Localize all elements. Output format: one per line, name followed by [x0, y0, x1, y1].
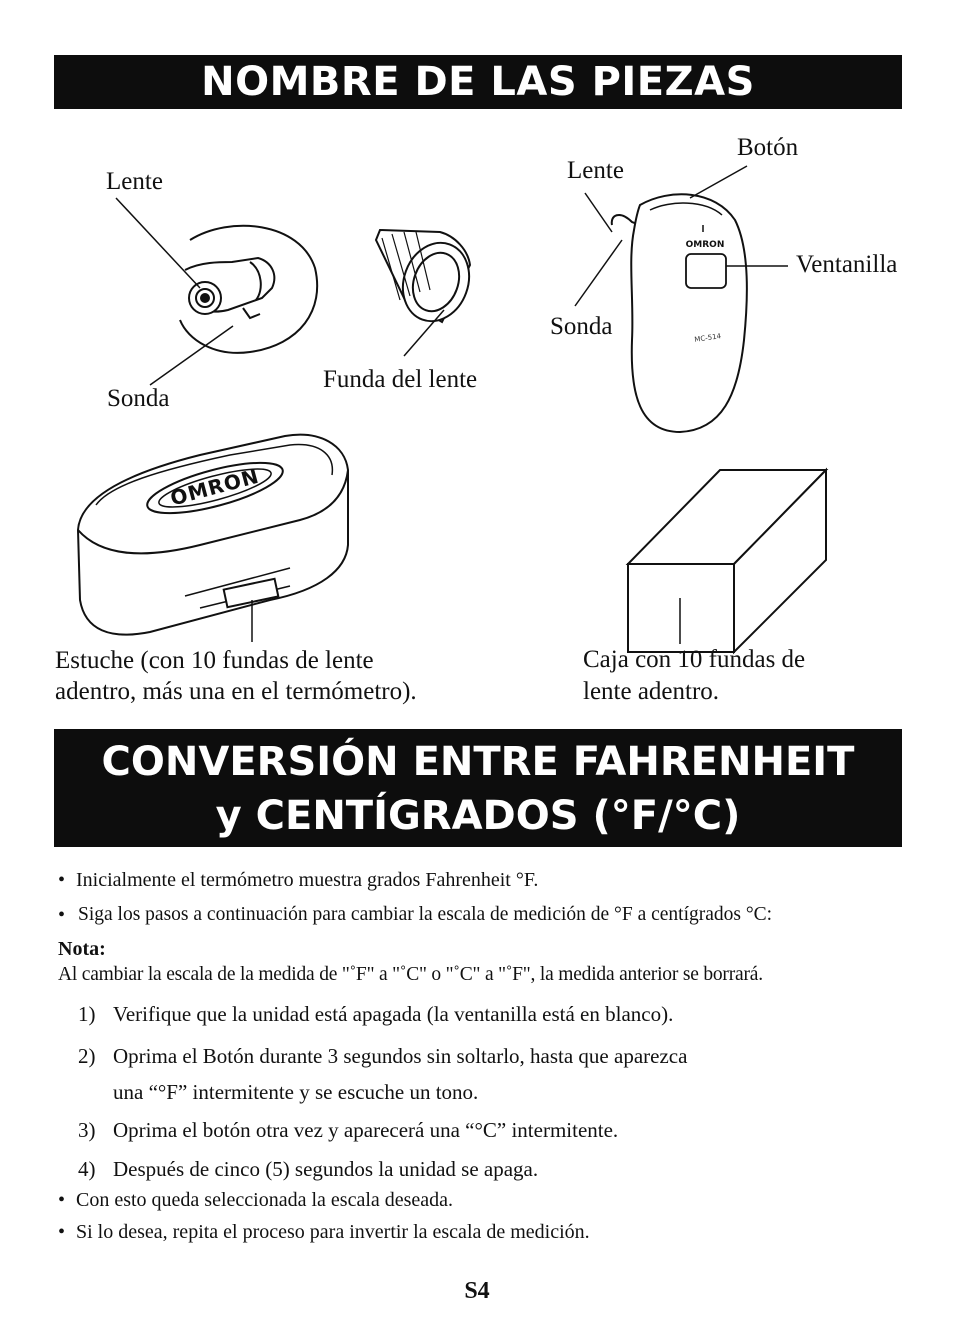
conversion-title-line1: CONVERSIÓN ENTRE FAHRENHEIT	[101, 739, 855, 785]
bullet-repeat-process: Si lo desea, repita el proceso para invertir la escala de medición.	[76, 1221, 590, 1243]
label-estuche-line1: Estuche (con 10 fundas de lente	[55, 647, 374, 674]
case-brand: OMRON	[167, 463, 262, 511]
bullet-initial-fahrenheit: Inicialmente el termómetro muestra grados Fahrenheit °F.	[76, 869, 539, 891]
label-estuche-line2: adentro, más una en el termómetro).	[55, 678, 417, 705]
device-model: MC-514	[693, 332, 722, 344]
thermometer-illustration	[612, 194, 747, 432]
label-boton: Botón	[737, 134, 799, 161]
step-text: Verifique que la unidad está apagada (la ventanilla está en blanco).	[113, 1002, 674, 1026]
bullet-scale-selected: Con esto queda seleccionada la escala deseada.	[76, 1189, 454, 1211]
step-text: una “°F” intermitente y se escuche un tono.	[113, 1080, 479, 1104]
device-brand: OMRON	[685, 240, 725, 250]
lens-cover-illustration	[376, 230, 480, 331]
label-funda-del-lente: Funda del lente	[323, 366, 478, 393]
bullet-marker: •	[58, 1221, 66, 1243]
bullet-marker: •	[58, 1189, 66, 1211]
bullet-marker: •	[58, 869, 66, 891]
bullet-marker: •	[58, 904, 66, 926]
probe-closeup-illustration	[180, 226, 317, 353]
label-lente-thermometer: Lente	[567, 157, 624, 184]
conversion-title-line2: y CENTÍGRADOS (°F/°C)	[215, 793, 741, 839]
label-caja-line1: Caja con 10 fundas de	[583, 646, 806, 673]
label-sonda-probe: Sonda	[107, 385, 170, 412]
step-text: Después de cinco (5) segundos la unidad se apaga.	[113, 1157, 539, 1181]
step-text: Oprima el Botón durante 3 segundos sin soltarlo, hasta que aparezca	[113, 1044, 688, 1068]
label-ventanilla: Ventanilla	[796, 251, 898, 278]
section-title-parts: NOMBRE DE LAS PIEZAS	[54, 55, 902, 109]
label-caja-line2: lente adentro.	[583, 678, 720, 705]
note-text: Al cambiar la escala de la medida de "˚F" a "˚C" o "˚C" a "˚F", la medida anterior se borrará.	[58, 964, 763, 985]
label-sonda-thermometer: Sonda	[550, 313, 613, 340]
step-number: 3)	[78, 1118, 96, 1142]
step-text: Oprima el botón otra vez y aparecerá una “°C” intermitente.	[113, 1118, 619, 1142]
note-title: Nota:	[58, 938, 106, 960]
storage-case-illustration	[78, 435, 348, 635]
page-number: S4	[464, 1278, 490, 1304]
section-title-conversion	[54, 729, 902, 847]
step-number: 4)	[78, 1157, 96, 1181]
bullet-change-scale: Siga los pasos a continuación para cambiar la escala de medición de °F a centígrados °C:	[78, 904, 773, 925]
step-number: 1)	[78, 1002, 96, 1026]
step-number: 2)	[78, 1044, 96, 1068]
label-lente-probe: Lente	[106, 168, 163, 195]
box-illustration	[628, 470, 826, 652]
